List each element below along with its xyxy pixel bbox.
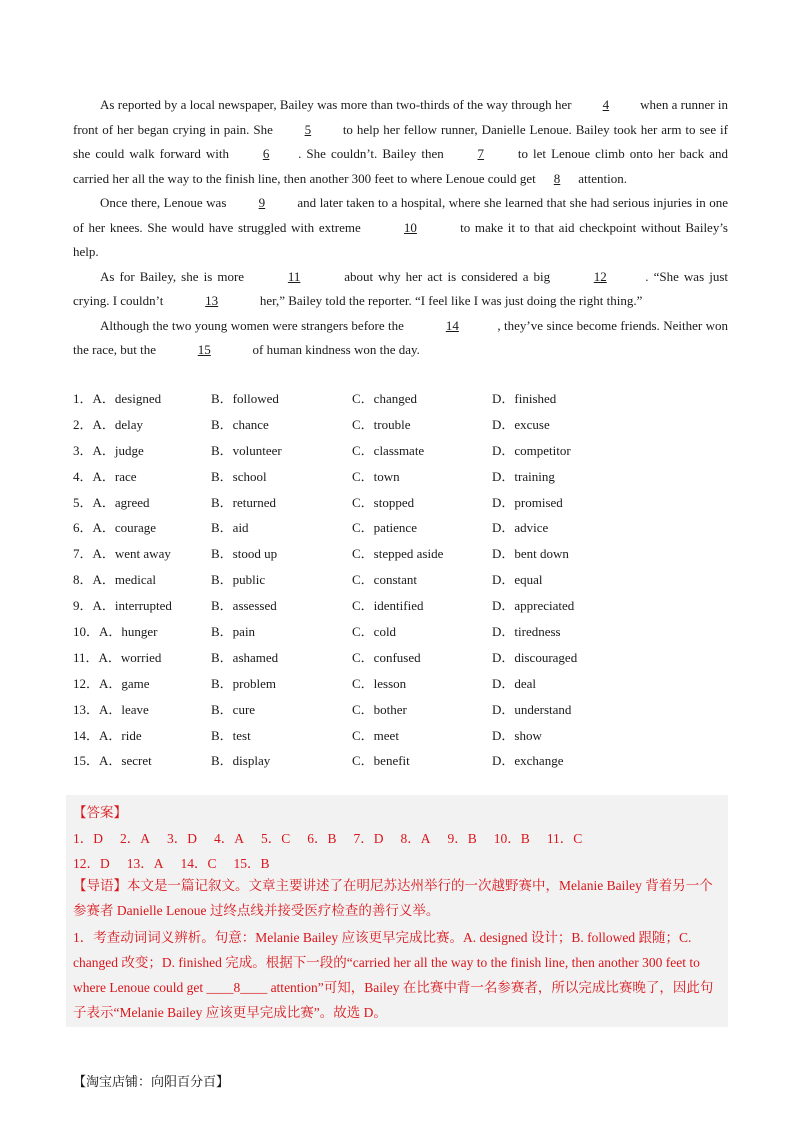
option-d: D．understand — [492, 701, 572, 717]
answer-key: 9．B — [447, 831, 477, 846]
question-row — [73, 748, 728, 774]
passage-text: As for Bailey, she is more — [100, 268, 250, 284]
reading-passage — [73, 93, 728, 363]
option-d: D．promised — [492, 494, 563, 510]
option-c: C．constant — [352, 572, 417, 588]
option-a: 11．A．worried — [73, 649, 162, 665]
passage-text: when a runner in front of her began crying in pain. She — [73, 97, 729, 137]
option-c: C．patience — [352, 520, 417, 536]
option-b: B．school — [211, 468, 267, 484]
option-d: D．tiredness — [492, 624, 561, 640]
shop-footer: 【淘宝店铺：向阳百分百】 — [73, 1074, 230, 1089]
question-row — [73, 386, 728, 412]
answer-key: 4．A — [214, 831, 244, 846]
blank-6: 6 — [262, 146, 270, 161]
explanation-text: 1．考查动词词义辨析。句意：Melanie Bailey 应该更早完成比赛。A. designed 设计；B. followed 跟随；C. changed 改变；D. finished 完成。根据下一段的“carried her all the way to the finish line, then another 300 feet to where Lenoue could get ____8____ attention”可知，Bailey 在比赛中背一名参赛者，所以完成比赛晚了，因此句子表示“Melanie Bailey 应该更早完成比赛”。故选 D。 — [73, 930, 714, 1020]
question-row — [73, 490, 728, 516]
answer-key: 10．B — [493, 831, 530, 846]
option-d: D．bent down — [492, 546, 569, 562]
option-a: 7．A．went away — [73, 546, 171, 562]
option-d: D．exchange — [492, 753, 564, 769]
answer-key: 7．D — [353, 831, 384, 846]
answer-key: 1．D — [73, 831, 103, 846]
answer-heading: 【答案】 — [73, 805, 127, 820]
option-c: C．benefit — [352, 753, 410, 769]
answer-section — [66, 795, 728, 1027]
option-b: B．returned — [211, 494, 276, 510]
answer-key: 12．D — [73, 856, 110, 871]
option-b: B．aid — [211, 520, 249, 536]
option-d: D．discouraged — [492, 649, 578, 665]
option-a: 15．A．secret — [73, 753, 152, 769]
option-b: B．volunteer — [211, 442, 282, 458]
option-d: D．training — [492, 468, 555, 484]
option-b: B．followed — [211, 391, 279, 406]
answer-key: 15．B — [233, 856, 270, 871]
passage-text: to help her fellow runner, Danielle Lenoue. Bailey took her arm to see if she could walk forward with — [73, 121, 728, 161]
question-row — [73, 412, 728, 438]
blank-9: 9 — [258, 195, 266, 210]
option-a: 9．A．interrupted — [73, 598, 172, 614]
answer-keys-row-1 — [73, 827, 599, 847]
question-row — [73, 464, 728, 490]
option-b: B．cure — [211, 701, 256, 717]
option-a: 5．A．agreed — [73, 494, 150, 510]
option-a: 3．A．judge — [73, 442, 144, 458]
option-a: 4．A．race — [73, 468, 137, 484]
option-d: D．excuse — [492, 416, 550, 432]
option-b: B．stood up — [211, 546, 278, 562]
answer-key: 5．C — [261, 831, 291, 846]
option-c: C．changed — [352, 391, 417, 406]
question-row — [73, 619, 728, 645]
option-a: 6．A．courage — [73, 520, 157, 536]
question-row — [73, 671, 728, 697]
passage-text: Although the two young women were strangers before the — [100, 317, 408, 333]
blank-15: 15 — [197, 342, 211, 357]
blank-7: 7 — [477, 146, 485, 161]
passage-text: of human kindness won the day. — [249, 342, 420, 357]
paragraph-2 — [73, 191, 728, 265]
answer-key: 6．B — [307, 831, 337, 846]
option-d: D．finished — [492, 391, 557, 406]
option-c: C．bother — [352, 701, 407, 717]
option-c: C．identified — [352, 598, 424, 614]
question-row — [73, 515, 728, 541]
passage-text: attention. — [575, 170, 628, 186]
answer-key: 11．C — [546, 831, 583, 846]
passage-text: . “She was just crying. I couldn’t — [73, 268, 728, 308]
option-a: 1．A．designed — [73, 391, 162, 406]
option-a: 13．A．leave — [73, 701, 149, 717]
question-row — [73, 723, 728, 749]
passage-text: Once there, Lenoue was — [100, 195, 230, 210]
passage-text: and later taken to a hospital, where she learned that she had serious injuries in one of her knees. She would have struggled with extreme — [73, 195, 729, 235]
passage-text: to make it to that aid checkpoint without Bailey’s help. — [73, 219, 728, 259]
option-a: 14．A．ride — [73, 727, 142, 743]
question-row — [73, 541, 728, 567]
answer-key: 8．A — [400, 831, 431, 846]
answer-key: 2．A — [120, 831, 150, 846]
option-d: D．appreciated — [492, 598, 575, 614]
passage-text: As reported by a local newspaper, Bailey was more than two-thirds of the way through her — [100, 97, 575, 112]
paragraph-3 — [73, 265, 728, 314]
blank-13: 13 — [205, 293, 219, 308]
passage-text: about why her act is considered a big — [339, 268, 556, 284]
passage-text: , they’ve since become friends. Neither won the race, but the — [73, 317, 728, 357]
option-d: D．deal — [492, 675, 537, 691]
blank-11: 11 — [287, 268, 301, 284]
answer-key: 14．C — [180, 856, 217, 871]
blank-4: 4 — [602, 97, 610, 112]
option-a: 2．A．delay — [73, 416, 144, 432]
blank-10: 10 — [403, 219, 417, 235]
option-b: B．display — [211, 753, 271, 769]
passage-text: to let Lenoue climb onto her back and carried her all the way to the finish line, then another 300 feet to where Lenoue could get — [73, 146, 728, 186]
question-row — [73, 697, 728, 723]
question-row — [73, 593, 728, 619]
question-row — [73, 438, 728, 464]
question-row — [73, 645, 728, 671]
option-c: C．stepped aside — [352, 546, 444, 562]
option-b: B．problem — [211, 675, 276, 691]
answer-keys-row-2 — [73, 852, 287, 872]
option-c: C．cold — [352, 624, 397, 640]
option-b: B．public — [211, 572, 266, 588]
option-b: B．test — [211, 727, 251, 743]
answer-key: 13．A — [126, 856, 164, 871]
option-c: C．town — [352, 468, 400, 484]
option-d: D．equal — [492, 572, 543, 588]
option-b: B．ashamed — [211, 649, 279, 665]
option-b: B．pain — [211, 624, 256, 640]
blank-14: 14 — [445, 317, 459, 333]
passage-text: her,” Bailey told the reporter. “I feel like I was just doing the right thing.” — [256, 293, 643, 308]
option-b: B．chance — [211, 416, 269, 432]
option-a: 8．A．medical — [73, 572, 157, 588]
blank-8: 8 — [553, 170, 561, 186]
passage-text: . She couldn’t. Bailey then — [298, 146, 449, 161]
option-b: B．assessed — [211, 598, 277, 614]
blank-12: 12 — [593, 268, 607, 284]
option-a: 12．A．game — [73, 675, 150, 691]
option-c: C．classmate — [352, 442, 425, 458]
blank-5: 5 — [304, 121, 312, 137]
option-c: C．stopped — [352, 494, 415, 510]
guide-text: 【导语】本文是一篇记叙文。文章主要讲述了在明尼苏达州举行的一次越野赛中，Melanie Bailey 背着另一个参赛者 Danielle Lenoue 过终点线并接受医疗检查的善行义举。 — [73, 878, 713, 918]
option-c: C．trouble — [352, 416, 411, 432]
paragraph-4 — [73, 314, 728, 363]
answer-key: 3．D — [167, 831, 197, 846]
option-c: C．meet — [352, 727, 399, 743]
option-d: D．show — [492, 727, 542, 743]
question-row — [73, 567, 728, 593]
paragraph-1 — [73, 93, 728, 191]
option-a: 10．A．hunger — [73, 624, 158, 640]
option-c: C．lesson — [352, 675, 407, 691]
option-d: D．competitor — [492, 442, 571, 458]
answer-options — [73, 386, 728, 774]
option-d: D．advice — [492, 520, 549, 536]
option-c: C．confused — [352, 649, 421, 665]
